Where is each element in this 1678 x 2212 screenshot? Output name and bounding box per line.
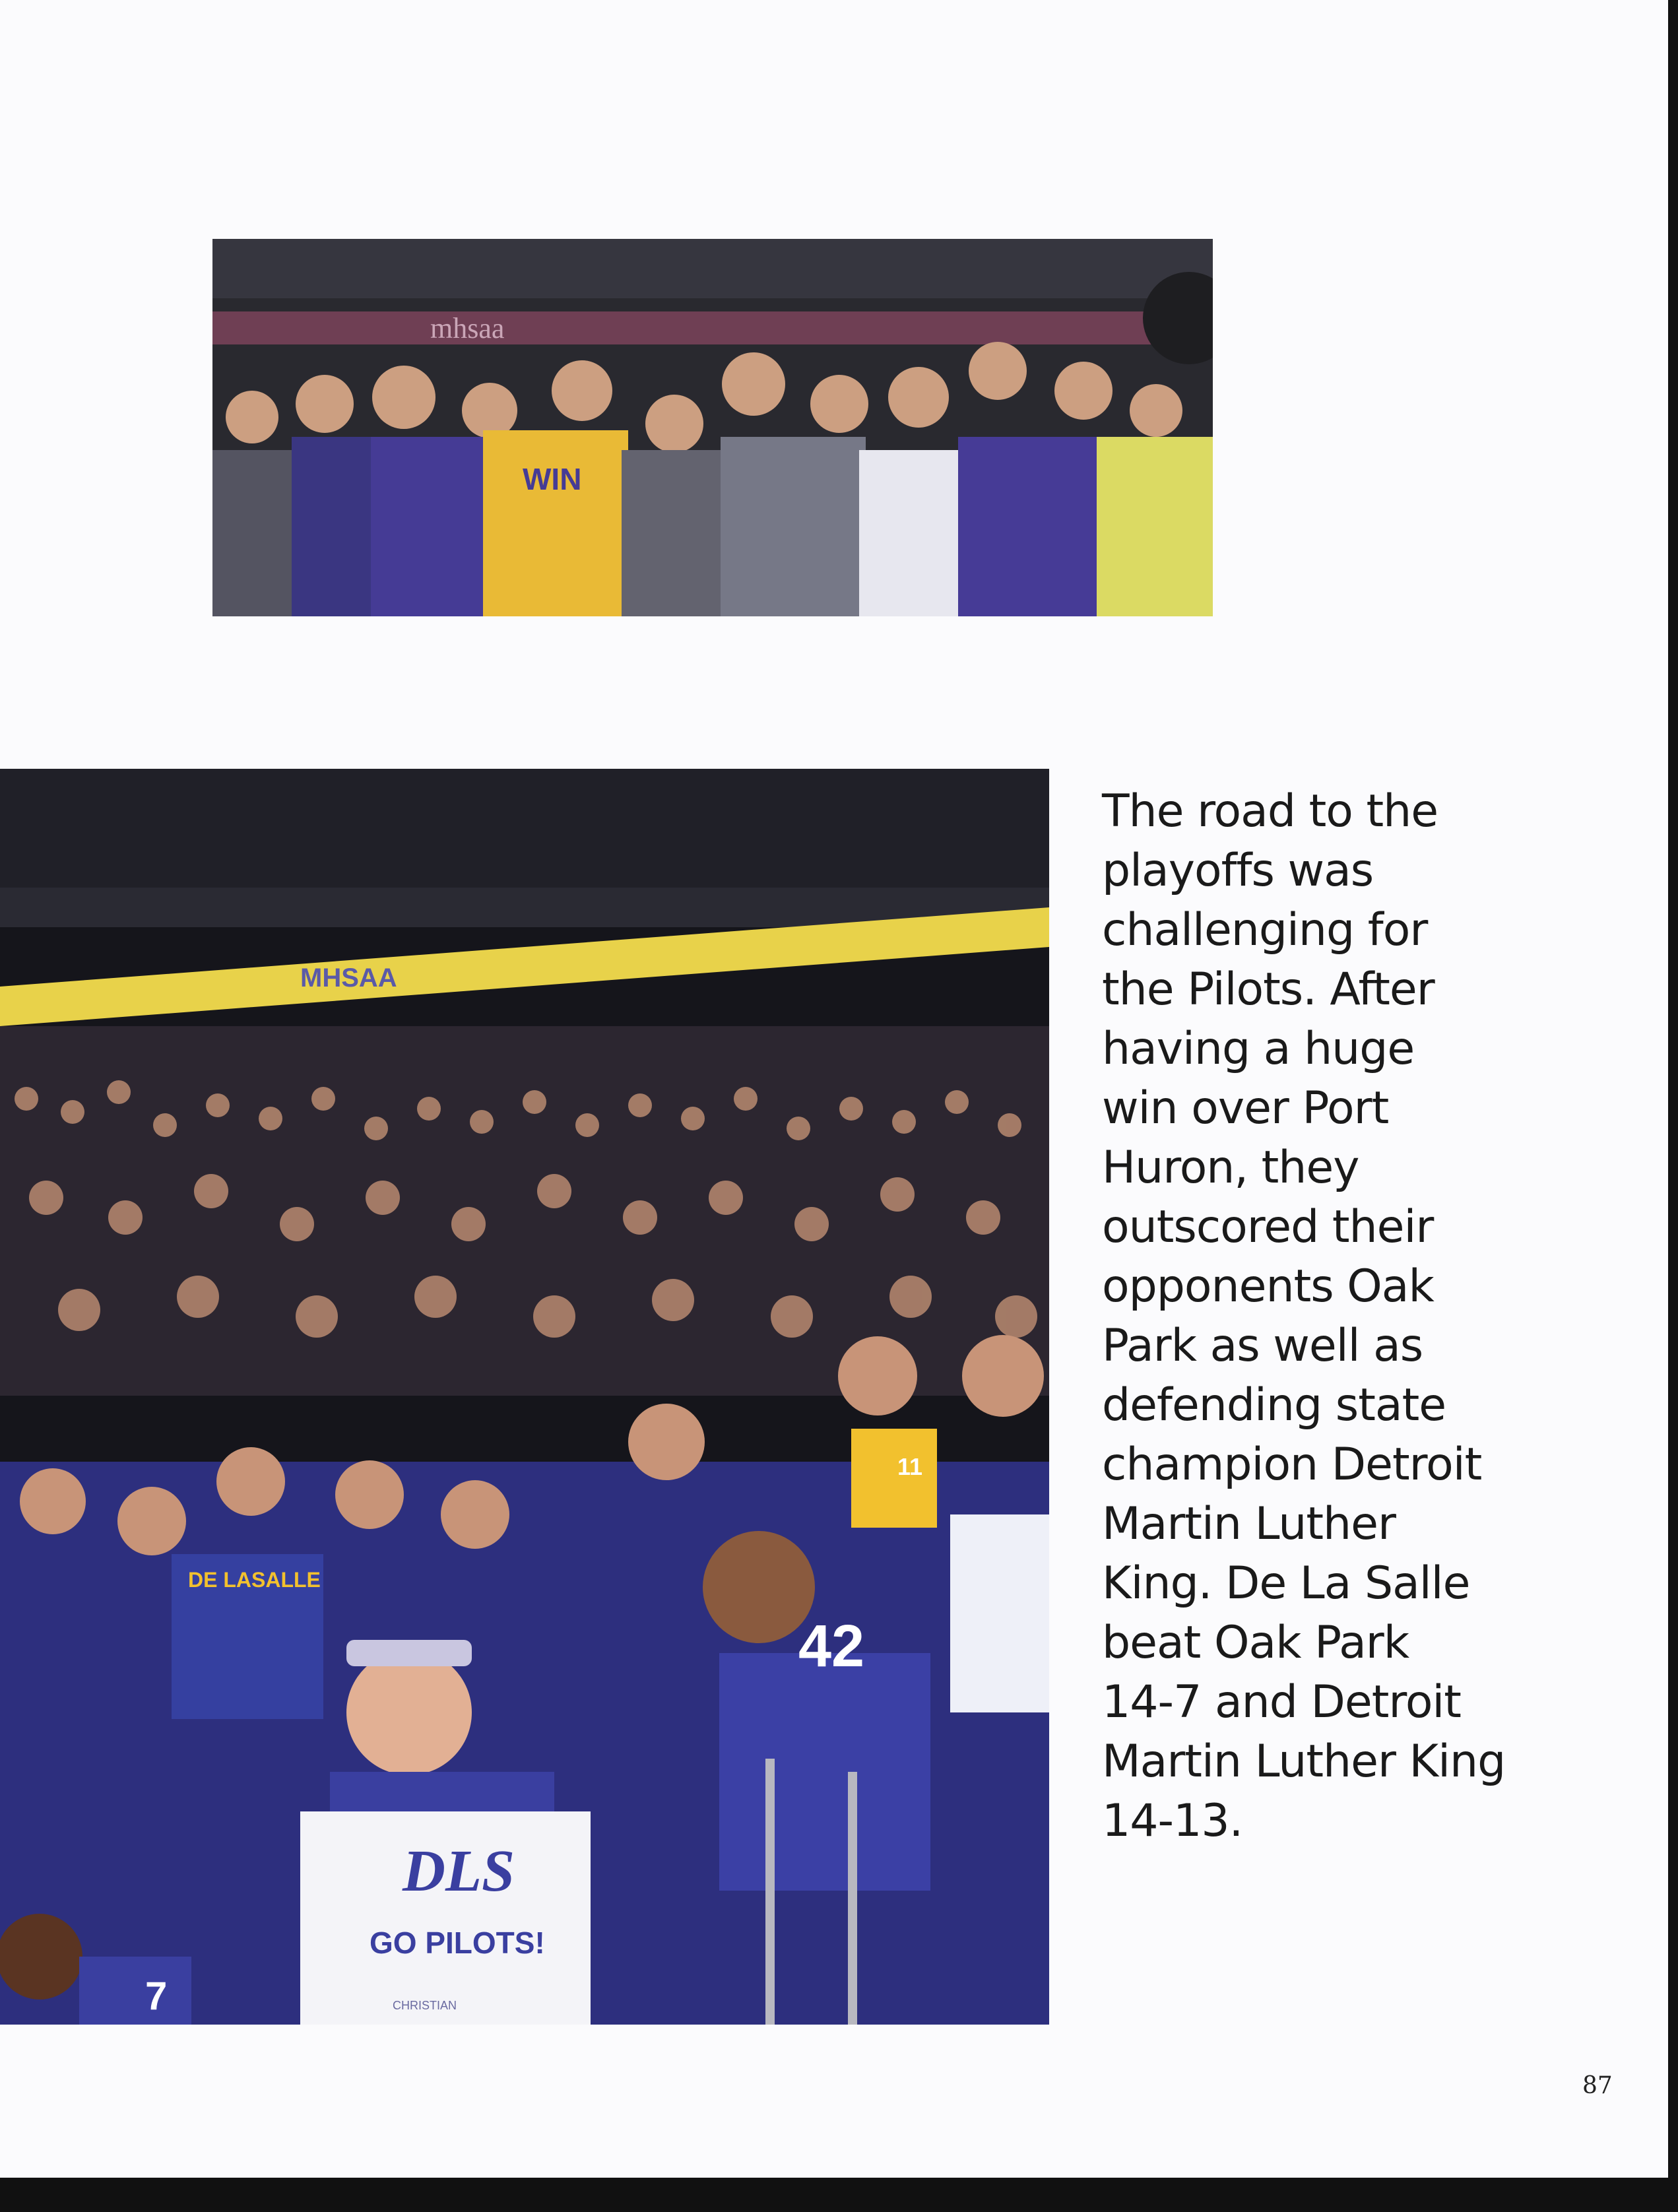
team-celebration-photo-graphic: [0, 769, 1049, 2025]
story-caption: [1102, 782, 1524, 1851]
caption-line: Huron, they: [1102, 1142, 1359, 1194]
page-number: 87: [1582, 2072, 1613, 2099]
arena-sign-text: mhsaa: [430, 312, 505, 344]
towel-sponsor: CHRISTIAN: [393, 1999, 457, 2012]
caption-line: King. De La Salle: [1102, 1557, 1470, 1610]
shirt-text: WIN: [523, 462, 582, 496]
caption-line: Park as well as: [1102, 1320, 1423, 1372]
caption-line: 14-13.: [1102, 1795, 1243, 1847]
caption-line: outscored their: [1102, 1201, 1434, 1253]
caption-line: beat Oak Park: [1102, 1617, 1409, 1669]
student-section-photo: [212, 239, 1213, 616]
caption-line: Martin Luther King: [1102, 1736, 1506, 1788]
caption-line: Martin Luther: [1102, 1498, 1396, 1550]
caption-line: having a huge: [1102, 1023, 1415, 1075]
caption-line: challenging for: [1102, 904, 1428, 956]
caption-line: win over Port: [1102, 1082, 1389, 1134]
towel-slogan: GO PILOTS!: [370, 1926, 545, 1960]
caption-line: opponents Oak: [1102, 1260, 1434, 1313]
caption-line: 14-7 and Detroit: [1102, 1676, 1461, 1728]
caption-line: The road to the: [1102, 785, 1438, 837]
caption-line: defending state: [1102, 1379, 1446, 1431]
ribbon-board-text: MHSAA: [300, 963, 397, 992]
scan-border-right: [1668, 0, 1678, 2212]
jersey-number-7: 7: [145, 1974, 168, 2018]
jersey-number-42: 42: [798, 1613, 865, 1679]
jersey-number-11: 11: [897, 1453, 923, 1480]
student-section-photo-graphic: [212, 239, 1213, 616]
caption-line: the Pilots. After: [1102, 963, 1435, 1016]
caption-line: playoffs was: [1102, 845, 1374, 897]
towel-logo: DLS: [403, 1838, 515, 1904]
caption-line: champion Detroit: [1102, 1439, 1482, 1491]
team-celebration-photo: [0, 769, 1049, 2025]
jersey-text-left: DE LASALLE: [188, 1568, 321, 1592]
scan-border-bottom: [0, 2178, 1678, 2212]
